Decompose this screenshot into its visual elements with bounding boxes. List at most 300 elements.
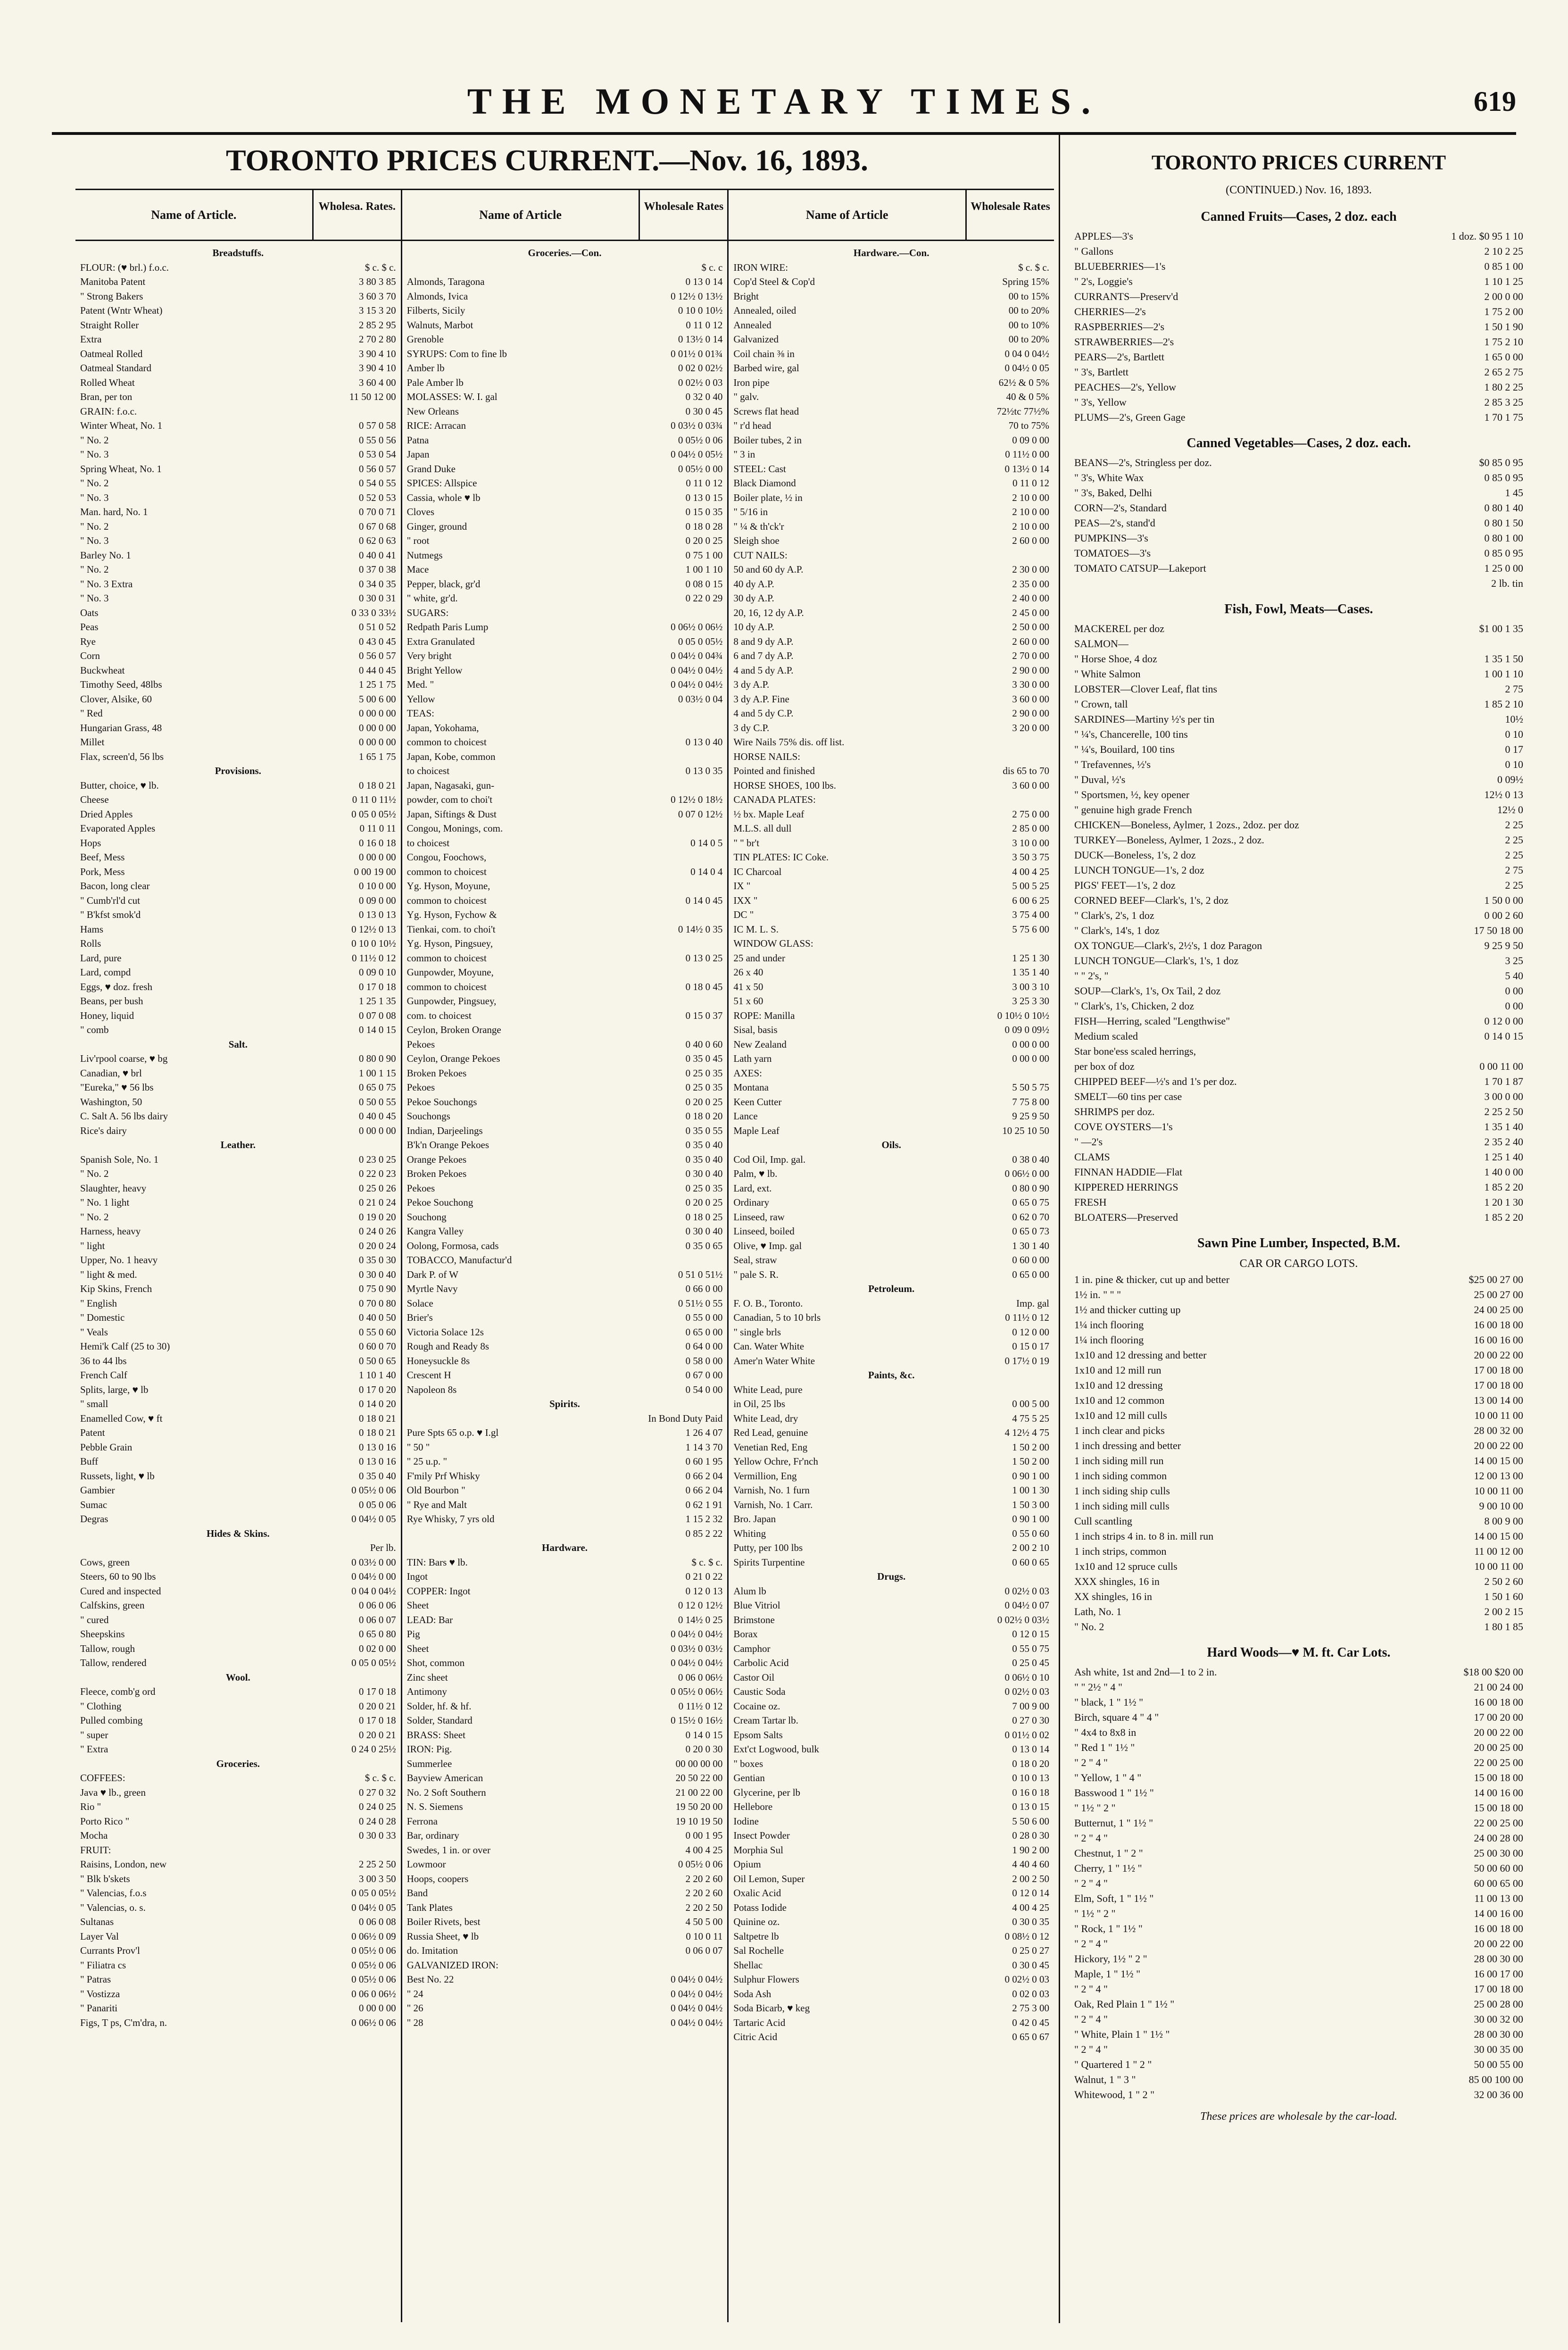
article-name: Crescent H (407, 1369, 451, 1381)
wholesale-rate: $ c. $ c. (365, 1772, 396, 1783)
article-name: " 2 " 4 " (1074, 2043, 1108, 2055)
article-name: Barbed wire, gal (733, 362, 799, 374)
wholesale-rate: 0 55 0 60 (1012, 1527, 1050, 1539)
price-row (407, 706, 723, 721)
price-row (80, 1627, 396, 1642)
section-heading (407, 246, 723, 260)
price-row (407, 1886, 723, 1900)
wholesale-rate: 72½tc 77½% (996, 405, 1050, 417)
article-name: Japan, Kobe, common (407, 750, 496, 762)
article-name: Saltpetre lb (733, 1930, 779, 1942)
article-name: Yellow Ochre, Fr'nch (733, 1456, 818, 1467)
wholesale-rate: 2 65 2 75 (1484, 366, 1523, 378)
price-row (733, 275, 1049, 289)
price-row (407, 505, 723, 519)
article-name: " root (407, 535, 430, 546)
price-row (733, 721, 1049, 735)
price-row (733, 260, 1049, 275)
price-row (1074, 1302, 1523, 1317)
price-row (1074, 772, 1523, 787)
article-name: HORSE NAILS: (733, 750, 801, 762)
price-row (407, 1569, 723, 1584)
price-row (407, 1785, 723, 1800)
article-name: Camphor (733, 1642, 771, 1654)
article-name: 1 inch siding mill culls (1074, 1500, 1170, 1512)
wholesale-rate: 0 60 0 65 (1012, 1556, 1050, 1568)
price-row (407, 836, 723, 850)
wholesale-rate: 2 20 2 50 (685, 1901, 723, 1913)
price-row (407, 418, 723, 433)
price-row (407, 1195, 723, 1210)
wholesale-rate: 2 25 2 50 (1484, 1106, 1523, 1117)
price-row (733, 1411, 1049, 1426)
price-row (1074, 697, 1523, 712)
article-name: GRAIN: f.o.c. (80, 405, 137, 417)
wholesale-rate: 2 20 2 60 (685, 1873, 723, 1884)
price-row (1074, 1272, 1523, 1287)
price-row (733, 1627, 1049, 1642)
wholesale-rate: 0 03½ 0 00 (351, 1556, 396, 1568)
article-name: FRUIT: (80, 1844, 111, 1856)
price-row (1074, 319, 1523, 334)
continued-subtitle: (CONTINUED.) Nov. 16, 1893. (1226, 184, 1372, 196)
wholesale-rate: 10 00 11 00 (1474, 1409, 1523, 1421)
price-row (1074, 953, 1523, 968)
price-row (407, 289, 723, 304)
price-row (733, 1929, 1049, 1944)
article-name: " No. 2 (80, 434, 109, 446)
article-name: CHIPPED BEEF—½'s and 1's per doz. (1074, 1075, 1237, 1087)
price-row (80, 1425, 396, 1440)
price-row (733, 677, 1049, 692)
wholesale-rate: 0 09 0 00 (1012, 434, 1050, 446)
price-row (80, 1210, 396, 1225)
price-row (1074, 1544, 1523, 1559)
price-row (407, 303, 723, 318)
article-name: 1 inch siding ship culls (1074, 1485, 1170, 1497)
article-name: PLUMS—2's, Green Gage (1074, 411, 1186, 423)
article-name: Castor Oil (733, 1671, 775, 1683)
wholesale-rate: 16 00 18 00 (1474, 1696, 1523, 1708)
wholesale-rate: 0 27 0 30 (1012, 1715, 1050, 1726)
price-row (1074, 1559, 1523, 1574)
price-row (80, 606, 396, 620)
article-name: " 2 " 4 " (1074, 2013, 1108, 2025)
article-name: TIN PLATES: IC Coke. (733, 851, 829, 863)
wholesale-rate: 0 85 0 95 (1484, 547, 1523, 559)
wholesale-rate: 30 00 35 00 (1474, 2043, 1523, 2055)
price-row (733, 1296, 1049, 1311)
wholesale-rate: 0 20 0 30 (685, 1743, 723, 1755)
masthead (52, 71, 1516, 135)
article-name: IC Charcoal (733, 866, 782, 877)
price-row (80, 1383, 396, 1397)
article-name: " Red (80, 708, 103, 719)
article-name: BLOATERS—Preserved (1074, 1211, 1178, 1223)
wholesale-rate: 0 13 0 13 (358, 909, 396, 920)
wholesale-rate: 40 & 0 5% (1006, 391, 1050, 402)
article-name: Canadian, ♥ brl (80, 1067, 142, 1079)
price-row (733, 591, 1049, 606)
wholesale-rate: 28 00 30 00 (1474, 1953, 1523, 1965)
article-name: Extra Granulated (407, 635, 475, 647)
wholesale-rate: 0 80 1 00 (1484, 532, 1523, 544)
price-row (733, 404, 1049, 419)
wholesale-rate: 0 05½ 0 06 (351, 1974, 396, 1985)
price-row (733, 1181, 1049, 1196)
article-name: Wire Nails 75% dis. off list. (733, 736, 845, 748)
article-name: Hides & Skins. (207, 1527, 270, 1539)
price-row (1074, 908, 1523, 923)
wholesale-rate: 0 65 0 00 (1012, 1268, 1050, 1280)
wholesale-rate: 2 60 0 00 (1012, 535, 1050, 546)
article-name: to choicest (407, 837, 450, 849)
wholesale-rate: 2 90 0 00 (1012, 708, 1050, 719)
price-row (733, 1857, 1049, 1872)
article-name: Hungarian Grass, 48 (80, 722, 162, 733)
article-name: COPPER: Ingot (407, 1585, 471, 1597)
section-heading: Canned Fruits—Cases, 2 doz. each (1201, 209, 1397, 224)
wholesale-rate: 0 11 0 11½ (352, 794, 396, 805)
price-row (733, 1828, 1049, 1843)
article-name: Rolls (80, 938, 101, 949)
price-row (407, 1627, 723, 1642)
price-row (1074, 848, 1523, 863)
price-row (80, 1440, 396, 1455)
price-row (1074, 259, 1523, 274)
article-name: Indian, Darjeelings (407, 1125, 483, 1136)
wholesale-rate: 1 15 2 32 (685, 1513, 723, 1525)
article-name: " " 2's, " (1074, 970, 1109, 982)
price-row (733, 1066, 1049, 1081)
price-row (80, 289, 396, 304)
price-row (80, 1397, 396, 1411)
wholesale-rate: 0 02½ 0 03 (1004, 1686, 1050, 1697)
article-name: Slaughter, heavy (80, 1182, 147, 1194)
article-name: Fleece, comb'g ord (80, 1686, 156, 1697)
wholesale-rate: $ c. $ c. (365, 261, 396, 273)
wholesale-rate: 0 04½ 0 04½ (671, 1657, 723, 1668)
price-row (80, 1066, 396, 1081)
article-name: MOLASSES: W. I. gal (407, 391, 498, 402)
price-row (80, 1267, 396, 1282)
wholesale-rate: 1 26 4 07 (685, 1427, 723, 1438)
wholesale-rate: 11 50 12 00 (349, 391, 396, 402)
wholesale-rate: In Bond Duty Paid (648, 1412, 723, 1424)
price-row (733, 1800, 1049, 1814)
article-name: " No. 1 light (80, 1197, 130, 1208)
price-row (80, 1828, 396, 1843)
article-name: Seal, straw (733, 1254, 777, 1266)
price-row (80, 1713, 396, 1728)
price-row (733, 1210, 1049, 1225)
price-row (80, 1483, 396, 1498)
price-row (733, 965, 1049, 980)
wholesale-rate: 0 40 0 41 (358, 549, 396, 561)
wholesale-rate: 1 25 1 75 (358, 679, 396, 690)
wholesale-rate: 0 04½ 0 04½ (671, 2017, 723, 2028)
article-name: Summerlee (407, 1758, 452, 1769)
price-row (80, 735, 396, 750)
article-name: " 3's, Yellow (1074, 396, 1127, 408)
article-name: " super (80, 1729, 108, 1741)
article-name: " Clark's, 2's, 1 doz (1074, 909, 1154, 921)
wholesale-rate: 0 13 0 16 (358, 1456, 396, 1467)
article-name: Soda Ash (733, 1988, 772, 2000)
article-name: Pepper, black, gr'd (407, 578, 481, 590)
price-row (80, 649, 396, 663)
section-heading: Fish, Fowl, Meats—Cases. (1224, 602, 1373, 617)
article-name: Spirits Turpentine (733, 1556, 805, 1568)
article-name: " Valencias, o. s. (80, 1901, 146, 1913)
article-name: Barley No. 1 (80, 549, 131, 561)
article-name: Ceylon, Broken Orange (407, 1024, 501, 1035)
wholesale-rate: 1 50 3 00 (1012, 1499, 1050, 1510)
article-name: SPICES: Allspice (407, 477, 477, 489)
wholesale-rate: 0 18 0 20 (1012, 1758, 1050, 1769)
price-row (407, 347, 723, 361)
wholesale-rate: 0 00 11 00 (1479, 1060, 1523, 1072)
price-row (407, 1310, 723, 1325)
price-row (1074, 1180, 1523, 1195)
wholesale-rate: 0 50 0 55 (358, 1096, 396, 1108)
wholesale-rate: 62½ & 0 5% (998, 376, 1050, 388)
price-row (733, 577, 1049, 592)
article-name: Degras (80, 1513, 108, 1525)
wholesale-rate: 1 00 1 30 (1012, 1484, 1050, 1496)
price-row (733, 778, 1049, 793)
price-row (733, 289, 1049, 304)
price-row (1074, 1816, 1523, 1831)
price-row (80, 418, 396, 433)
wholesale-rate: 20 00 22 00 (1474, 1938, 1523, 1950)
article-name: " " br't (733, 837, 760, 849)
price-row (733, 850, 1049, 865)
wholesale-rate: 0 08 0 15 (685, 578, 723, 590)
wholesale-rate: 0 13 0 16 (358, 1441, 396, 1453)
article-name: Sal Rochelle (733, 1945, 784, 1956)
price-row (1074, 1680, 1523, 1695)
wholesale-rate: 0 06 0 06 (358, 1600, 396, 1611)
article-name: Breadstuffs. (212, 247, 264, 258)
wholesale-rate: 0 35 0 40 (685, 1153, 723, 1165)
price-row (733, 706, 1049, 721)
wholesale-rate: 0 38 0 40 (1012, 1153, 1050, 1165)
wholesale-rate: 1 00 1 15 (358, 1067, 396, 1079)
section-heading (80, 1526, 396, 1541)
price-row (80, 1325, 396, 1340)
wholesale-rate: 7 00 9 00 (1012, 1700, 1050, 1712)
article-name: Boiler Rivets, best (407, 1916, 481, 1927)
price-rows (75, 241, 401, 2030)
article-name: Layer Val (80, 1930, 119, 1942)
price-row (80, 260, 396, 275)
article-name: Bro. Japan (733, 1513, 776, 1525)
article-name: French Calf (80, 1369, 127, 1381)
wholesale-rate: 0 16 0 18 (358, 837, 396, 849)
article-name: " No. 2 (80, 1211, 109, 1223)
wholesale-rate: 00 to 15% (1008, 290, 1050, 302)
article-name: Patent (Wntr Wheat) (80, 305, 163, 316)
price-row (733, 1051, 1049, 1066)
wholesale-rate: 0 13½ 0 14 (678, 333, 723, 345)
wholesale-rate: 0 06½ 0 06½ (671, 621, 723, 633)
price-row (1074, 1165, 1523, 1180)
article-name: Brier's (407, 1312, 433, 1323)
wholesale-rate: 1 35 1 40 (1484, 1121, 1523, 1133)
price-row (407, 1152, 723, 1167)
article-name: " Veals (80, 1326, 108, 1338)
price-row (1074, 1089, 1523, 1104)
price-row (733, 1886, 1049, 1900)
wholesale-rate: 9 25 9 50 (1484, 940, 1523, 951)
article-name: Clover, Alsike, 60 (80, 693, 152, 705)
article-name: Straight Roller (80, 319, 139, 331)
wholesale-rate: 0 25 0 35 (685, 1182, 723, 1194)
article-name: Pale Amber lb (407, 376, 464, 388)
article-name: Oatmeal Standard (80, 362, 152, 374)
wholesale-rate: 0 18 0 45 (685, 981, 723, 992)
price-row (80, 634, 396, 649)
article-name: IRON: Pig. (407, 1743, 452, 1755)
article-name: Japan, Yokohama, (407, 722, 479, 733)
price-row (1074, 516, 1523, 531)
price-row (407, 1929, 723, 1944)
article-name: " 2 " 4 " (1074, 1877, 1108, 1889)
article-name: Iodine (733, 1815, 759, 1827)
price-row (1074, 334, 1523, 350)
price-row (733, 548, 1049, 563)
article-name: FINNAN HADDIE—Flat (1074, 1166, 1183, 1178)
wholesale-rate: 3 60 4 00 (358, 376, 396, 388)
price-row (1074, 1800, 1523, 1816)
wholesale-rate: 0 10 0 10½ (351, 938, 396, 949)
article-name: 1x10 and 12 mill culls (1074, 1409, 1167, 1421)
price-row (1074, 1936, 1523, 1951)
wholesale-rate: 1 50 2 00 (1012, 1441, 1050, 1453)
article-name: Glycerine, per lb (733, 1786, 801, 1798)
wholesale-rate: 3 00 3 10 (1012, 981, 1050, 992)
article-name: BEANS—2's, Stringless per doz. (1074, 457, 1212, 468)
wholesale-rate: 0 02 0 02½ (678, 362, 723, 374)
price-row (733, 505, 1049, 519)
price-row (407, 404, 723, 419)
article-name: CHICKEN—Boneless, Aylmer, 1 2ozs., 2doz. per doz (1074, 819, 1299, 831)
prices-table (75, 189, 1054, 2322)
wholesale-rate: 0 17 0 20 (358, 1383, 396, 1395)
wholesale-rate: 0 14 0 15 (1484, 1030, 1523, 1042)
article-name: Ginger, ground (407, 520, 467, 532)
article-name: Star bone'ess scaled herrings, (1074, 1045, 1196, 1057)
wholesale-rate: 0 05 0 06 (358, 1499, 396, 1510)
wholesale-rate: 0 07 0 08 (358, 1009, 396, 1021)
price-row (1074, 1393, 1523, 1408)
price-row (407, 1958, 723, 1973)
article-name: Drugs. (877, 1571, 906, 1582)
price-row (407, 994, 723, 1008)
price-row (407, 606, 723, 620)
price-row (1074, 1619, 1523, 1634)
price-row (407, 1109, 723, 1124)
price-row (1074, 1287, 1523, 1302)
wholesale-rate: 0 12 0 14 (1012, 1887, 1050, 1899)
wholesale-rate: 4 75 5 25 (1012, 1412, 1050, 1424)
price-row (1074, 682, 1523, 697)
price-row (407, 1943, 723, 1958)
wholesale-rate: 0 25 0 35 (685, 1067, 723, 1079)
wholesale-rate: 0 09 0 00 (358, 894, 396, 906)
price-row (733, 620, 1049, 634)
wholesale-rate: 24 00 28 00 (1474, 1832, 1523, 1844)
article-name: CORNED BEEF—Clark's, 1's, 2 doz (1074, 894, 1228, 906)
wholesale-rate: 0 05½ 0 00 (678, 463, 723, 475)
article-name: KIPPERED HERRINGS (1074, 1181, 1178, 1193)
wholesale-rate: 3 10 0 00 (1012, 837, 1050, 849)
price-row (733, 634, 1049, 649)
wholesale-rate: 0 17 0 18 (358, 1686, 396, 1697)
price-row (1074, 938, 1523, 953)
price-row (407, 447, 723, 462)
wholesale-rate: 0 04½ 0 04½ (671, 664, 723, 676)
wholesale-rate: 0 11 0 12 (686, 319, 723, 331)
price-row (407, 792, 723, 807)
price-row (1074, 1695, 1523, 1710)
article-name: 26 x 40 (733, 967, 763, 978)
wholesale-rate: 0 03½ 0 03½ (671, 1642, 723, 1654)
price-row (733, 821, 1049, 836)
price-row (80, 361, 396, 375)
price-row (733, 1584, 1049, 1599)
article-name: Varnish, No. 1 Carr. (733, 1499, 813, 1510)
price-row (733, 361, 1049, 375)
price-row (733, 879, 1049, 893)
wholesale-rate: 0 15 0 37 (685, 1009, 723, 1021)
article-name: " cured (80, 1614, 109, 1625)
article-name: " light & med. (80, 1268, 137, 1280)
price-row (407, 577, 723, 592)
article-name: Bright Yellow (407, 664, 463, 676)
price-row (733, 692, 1049, 707)
section-heading (80, 1670, 396, 1685)
price-row (407, 1051, 723, 1066)
price-row (80, 706, 396, 721)
article-name: Best No. 22 (407, 1974, 454, 1985)
price-row (1074, 983, 1523, 999)
article-name: Varnish, No. 1 furn (733, 1484, 810, 1496)
price-row (407, 1210, 723, 1225)
article-name: Citric Acid (733, 2031, 778, 2042)
price-row (80, 1181, 396, 1196)
article-name: Mocha (80, 1830, 108, 1841)
wholesale-rate: 0 43 0 45 (358, 635, 396, 647)
wholesale-rate: 1 25 1 40 (1484, 1151, 1523, 1163)
wholesale-rate: 0 35 0 40 (358, 1470, 396, 1482)
article-name: " pale S. R. (733, 1268, 779, 1280)
article-name: Filberts, Sicily (407, 305, 465, 316)
article-name: Montana (733, 1082, 769, 1093)
article-name: Whitewood, 1 " 2 " (1074, 2089, 1155, 2100)
price-row (80, 908, 396, 922)
price-row (407, 1742, 723, 1757)
price-row (80, 1613, 396, 1627)
article-name: Spanish Sole, No. 1 (80, 1153, 159, 1165)
wholesale-rate: 0 02½ 0 03 (1004, 1585, 1050, 1597)
article-name: Alum lb (733, 1585, 766, 1597)
article-name: Kip Skins, French (80, 1283, 152, 1294)
article-name: Cull scantling (1074, 1515, 1132, 1527)
price-row (733, 1598, 1049, 1613)
wholesale-rate: 0 13 0 15 (1012, 1801, 1050, 1812)
